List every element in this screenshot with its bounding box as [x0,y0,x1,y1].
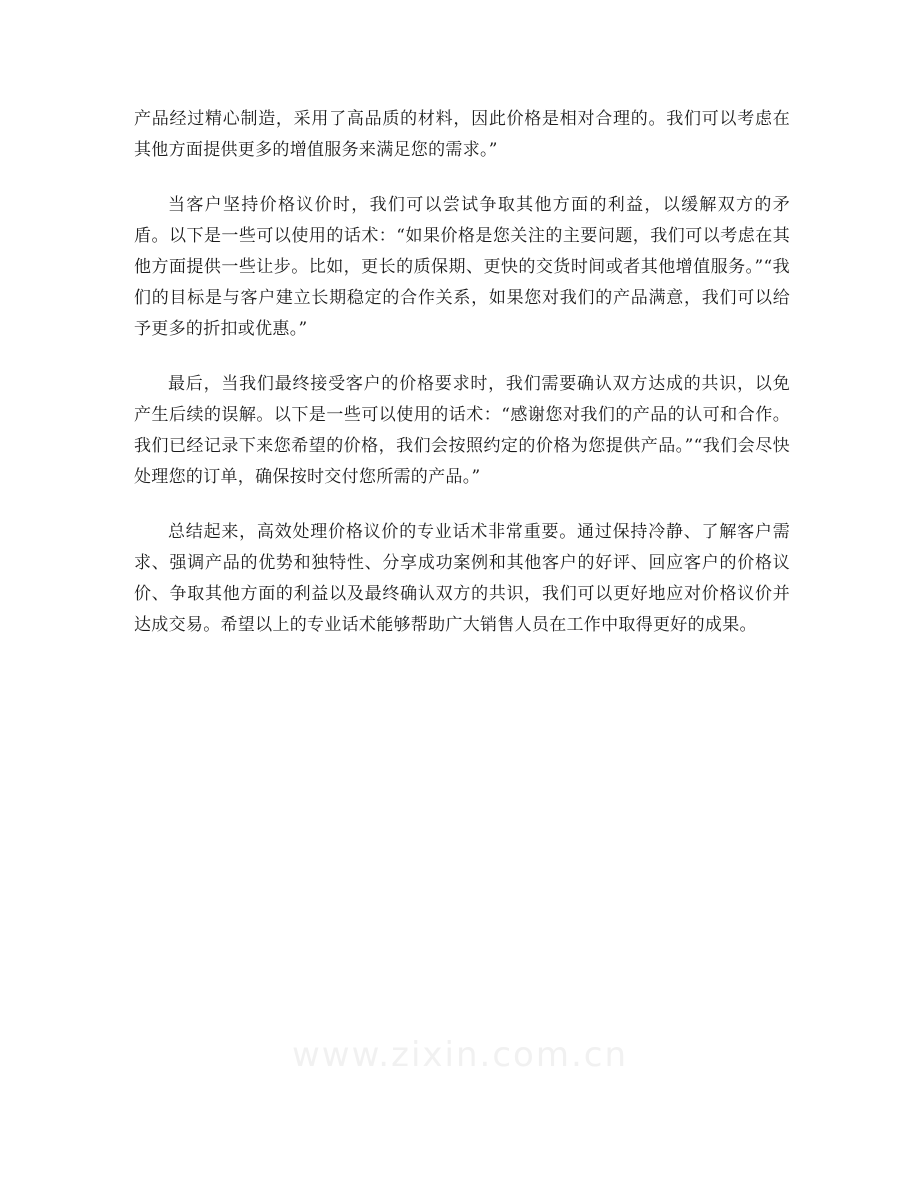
watermark: www.zixin.com.cn [292,1035,628,1075]
paragraph-2: 当客户坚持价格议价时，我们可以尝试争取其他方面的利益，以缓解双方的矛盾。以下是一些可以使用的话术：“如果价格是您关注的主要问题，我们可以考虑在其他方面提供一些让步。比如，更长的质保期、更快的交货时间或者其他增值服务。”“我们的目标是与客户建立长期稳定的合作关系，如果您对我们的产品满意，我们可以给予更多的折扣或优惠。” [134,195,790,339]
paragraph-4: 总结起来，高效处理价格议价的专业话术非常重要。通过保持冷静、了解客户需求、强调产品的优势和独特性、分享成功案例和其他客户的好评、回应客户的价格议价、争取其他方面的利益以及最终确认双方的共识，我们可以更好地应对价格议价并达成交易。希望以上的专业话术能够帮助广大销售人员在工作中取得更好的成果。 [134,522,790,635]
document-body [134,104,790,665]
paragraph-3: 最后，当我们最终接受客户的价格要求时，我们需要确认双方达成的共识，以免产生后续的误解。以下是一些可以使用的话术：“感谢您对我们的产品的认可和合作。我们已经记录下来您希望的价格，我们会按照约定的价格为您提供产品。”“我们会尽快处理您的订单，确保按时交付您所需的产品。” [134,374,790,487]
paragraph-1: 产品经过精心制造，采用了高品质的材料，因此价格是相对合理的。我们可以考虑在其他方面提供更多的增值服务来满足您的需求。” [134,109,790,160]
